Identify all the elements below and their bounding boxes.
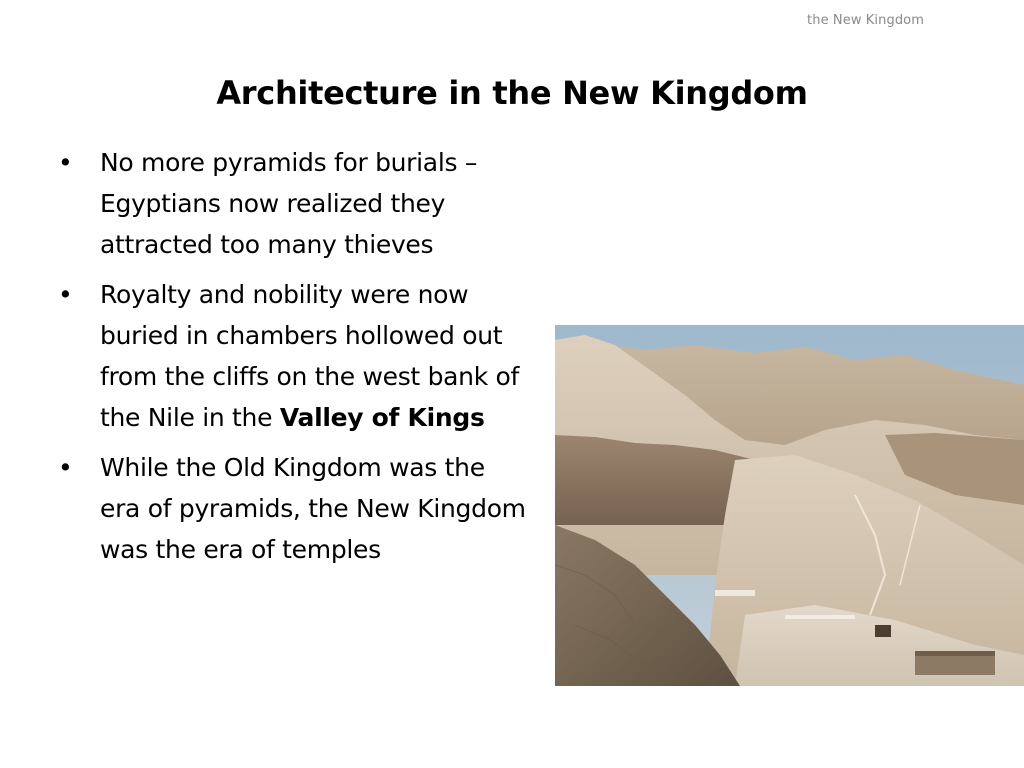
shelter-roof [915,651,995,656]
bullet-list [58,142,530,579]
bullet-item-2 [58,274,530,438]
bullet-bold-term: Valley of Kings [279,403,485,432]
bullet-text: No more pyramids for burials – Egyptians now realized they attracted too many thieves [100,148,478,259]
valley-of-the-kings-photo [555,325,1024,686]
photo-illustration [555,325,1024,686]
bullet-text: While the Old Kingdom was the era of pyramids, the New Kingdom was the era of temples [100,453,526,564]
bullet-marker: • [58,453,73,482]
tomb-entrance-ramp [715,590,755,596]
tomb-entrance [875,625,891,637]
slide-title: Architecture in the New Kingdom [216,74,808,112]
section-header-label: the New Kingdom [807,13,924,28]
bullet-marker: • [58,148,73,177]
bullet-marker: • [58,280,73,309]
bullet-item-1 [58,142,530,265]
bullet-text: Royalty and nobility were now buried in chambers hollowed out from the cliffs on the west bank of the Nile in the [100,280,520,432]
walkway [785,615,855,619]
bullet-item-3 [58,447,530,570]
